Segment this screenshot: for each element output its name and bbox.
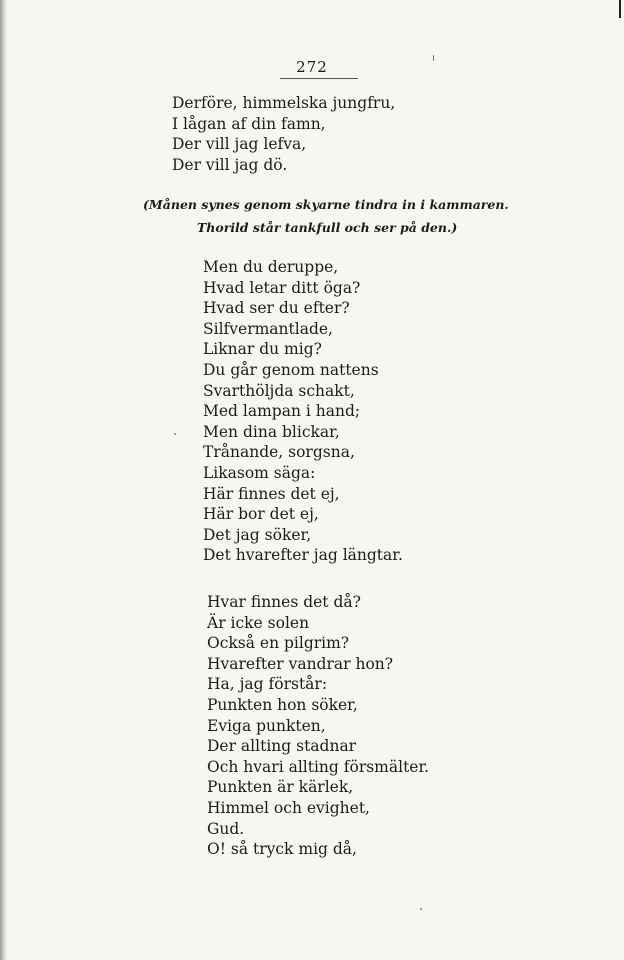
verse-line: Svarthöljda schakt, [203,381,355,400]
verse-line: Punkten hon söker, [207,695,358,714]
verse-line: Är icke solen [207,613,310,632]
verse-line: Hvar finnes det då? [207,593,361,611]
verse-line: Och hvari allting försmälter. [207,757,430,776]
verse-line: O! så tryck mig då, [207,840,357,859]
verse-line: Hvad ser du efter? [203,299,350,318]
page-number-rule [280,78,358,79]
verse-line: Liknar du mig? [203,340,322,359]
verse-line: Med lampan i hand; [203,402,361,421]
verse-line: Gud. [207,819,245,838]
verse-line: Hvarefter vandrar hon? [207,654,394,673]
page-number: 272 [296,58,328,76]
verse-line: Punkten är kärlek, [207,778,354,797]
verse-line: Men du deruppe, [203,258,339,276]
verse-line: Silfvermantlade, [203,319,333,338]
verse-line: Himmel och evighet, [207,798,370,817]
verse-line: Ha, jag förstår: [207,675,328,694]
verse-line: Derföre, himmelska jungfru, [172,94,396,112]
verse-line: Hvad letar ditt öga? [203,278,361,297]
verse-line: Här bor det ej, [203,505,319,524]
stanza-1 [172,93,395,175]
verse-line: Trånande, sorgsna, [203,443,355,462]
verse-line: Också en pilgrim? [207,634,350,653]
stage-direction-line-2: Thorild står tankfull och ser på den.) [197,220,458,235]
verse-line: Här finnes det ej, [203,484,340,503]
verse-line: Likasom säga: [203,463,316,482]
margin-mark [619,0,621,18]
verse-line: Der allting stadnar [207,737,357,756]
stanza-3 [207,592,429,860]
paper-speck [433,55,434,61]
page-binding-edge [0,0,7,960]
verse-line: Men dina blickar, [203,422,340,441]
verse-line: I lågan af din famn, [172,114,326,133]
verse-line: Det hvarefter jag längtar. [203,546,403,565]
verse-line: Eviga punkten, [207,716,326,735]
verse-line: Der vill jag dö. [172,155,288,174]
verse-line: Det jag söker, [203,525,312,544]
verse-line: Der vill jag lefva, [172,135,307,154]
paper-speck [174,433,176,435]
verse-line: Du går genom nattens [203,360,379,379]
paper-speck [420,908,422,910]
stage-direction-line-1: (Månen synes genom skyarne tindra in i kammaren. [143,197,509,212]
stanza-2 [203,257,403,566]
